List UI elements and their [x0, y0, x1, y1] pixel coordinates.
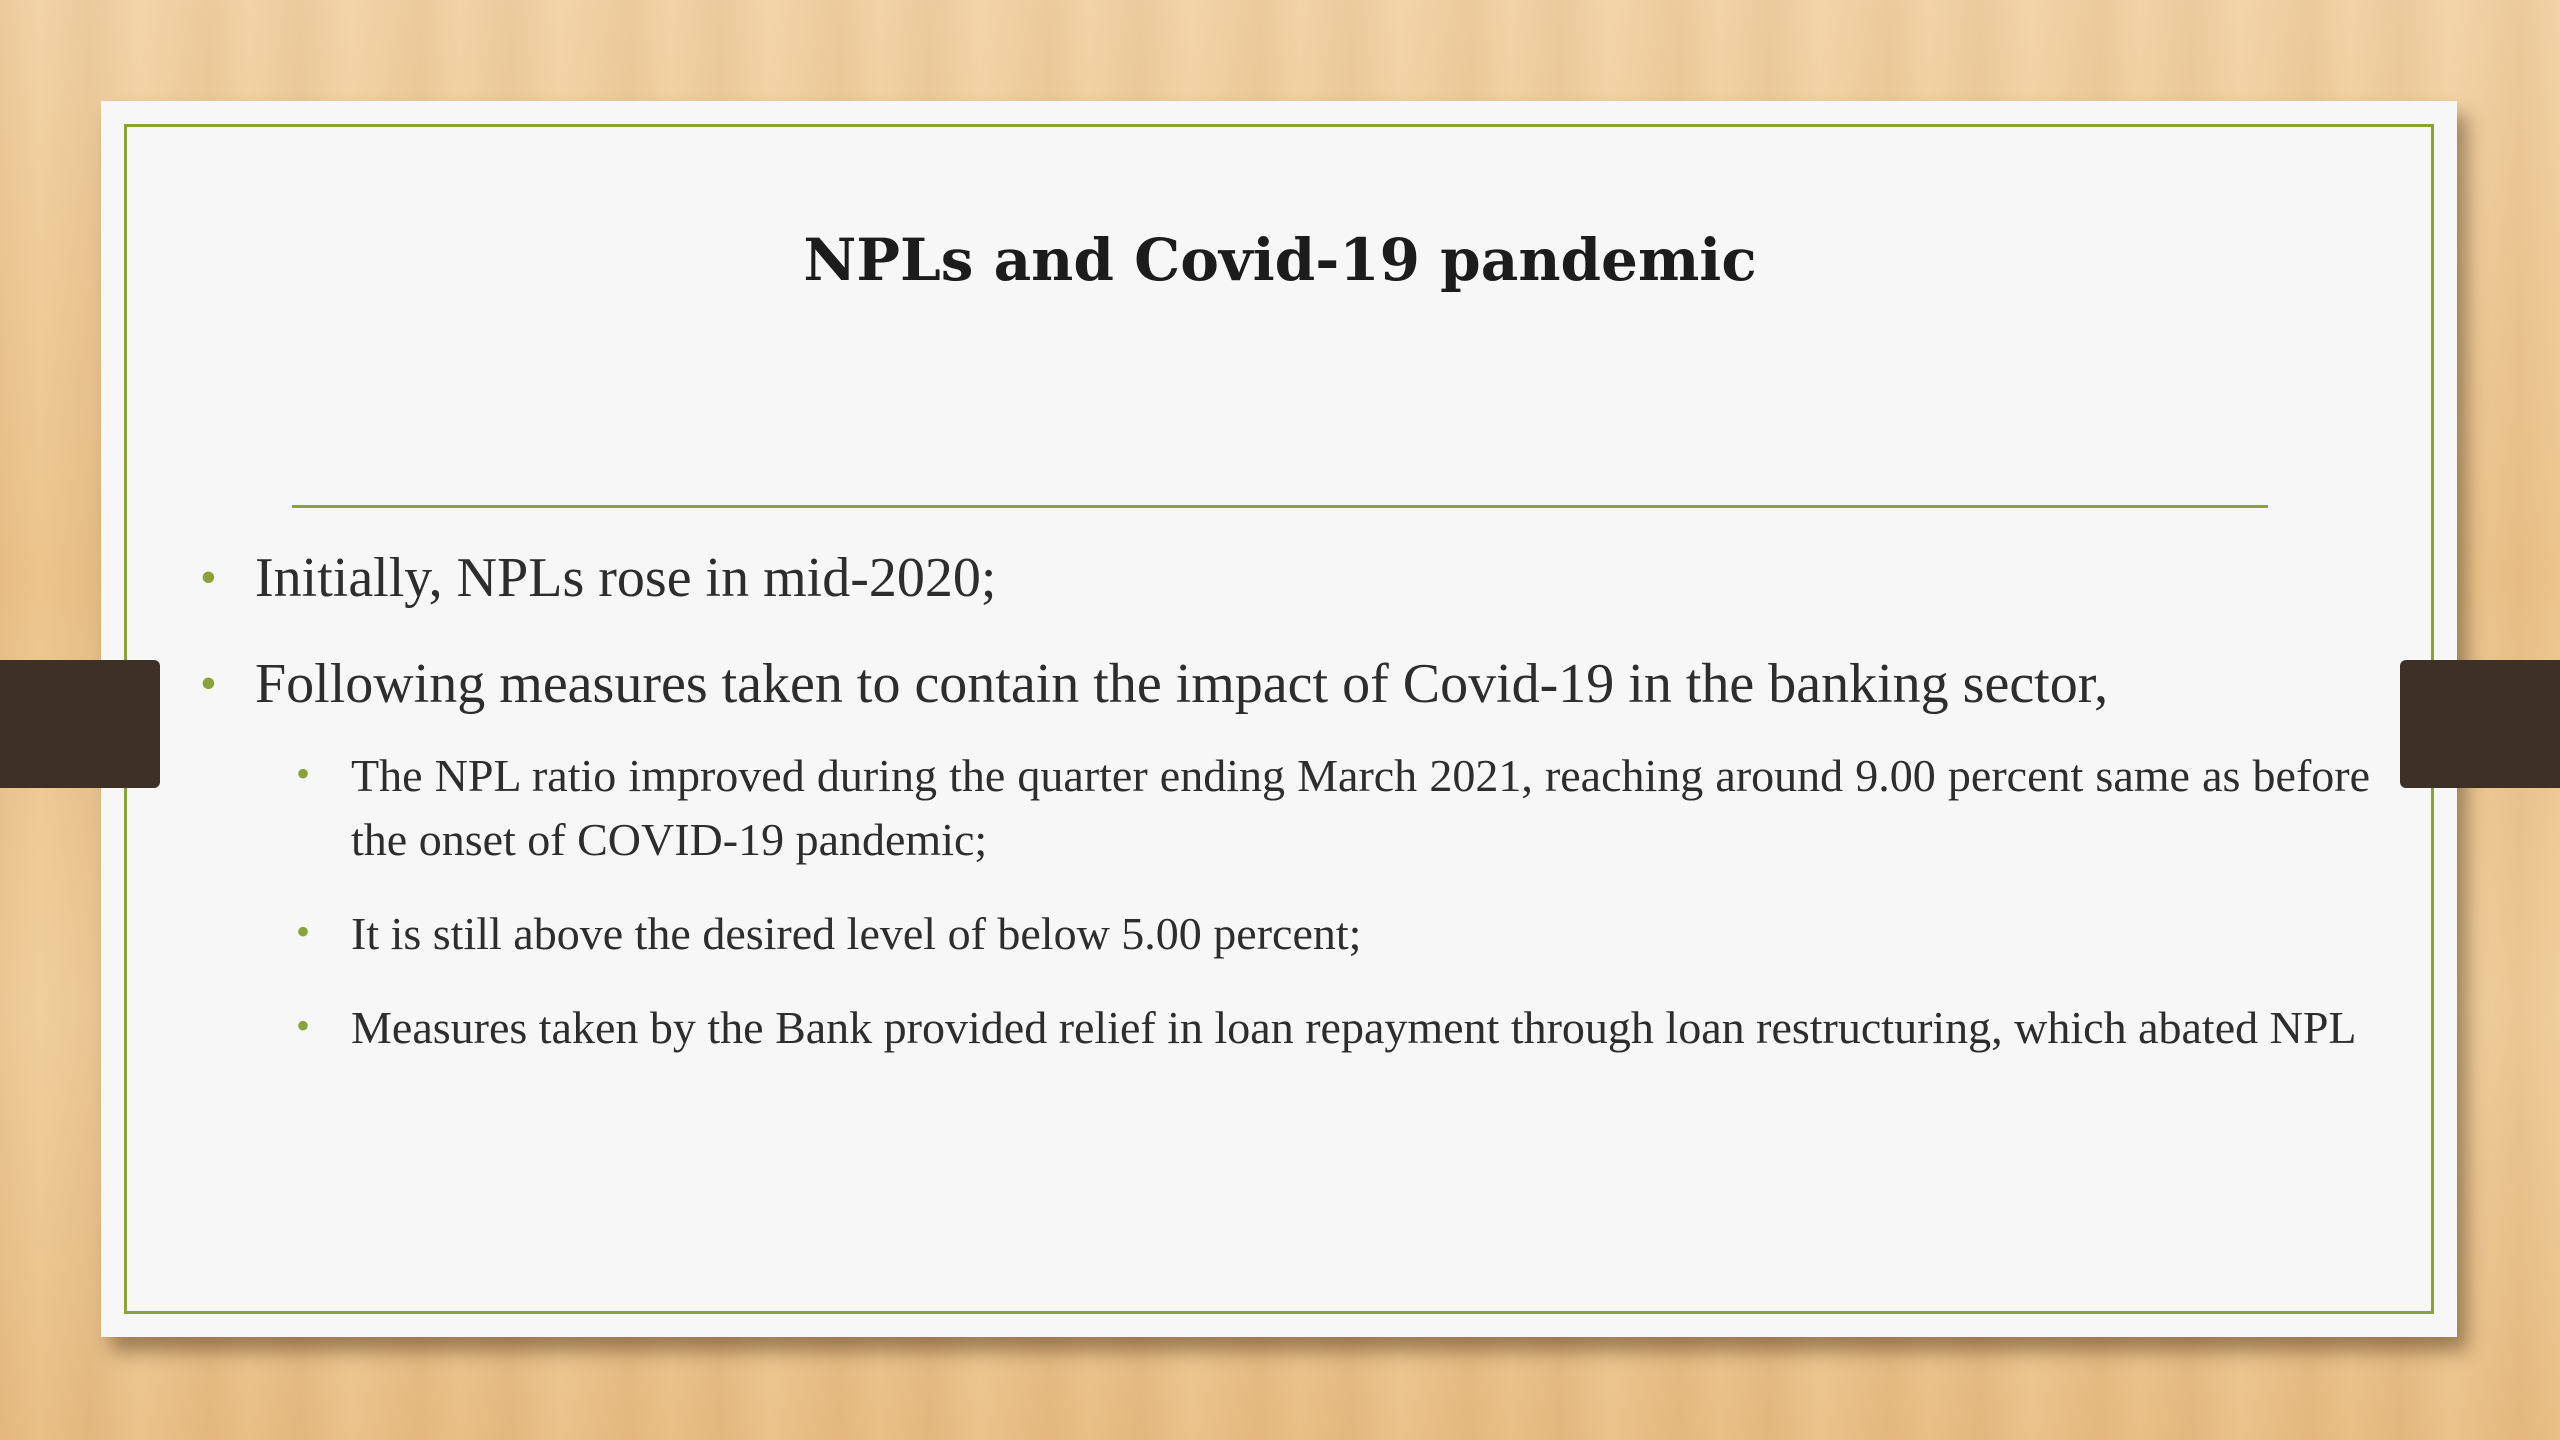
bullet-dot-icon: • — [296, 909, 311, 954]
bullet-dot-icon: • — [200, 657, 217, 710]
bullet-dot-icon: • — [200, 551, 217, 604]
bullet-item — [200, 646, 2370, 722]
sub-bullet-text: Measures taken by the Bank provided relief in loan repayment through loan restructuring, which abated NPL — [351, 1002, 2357, 1053]
sub-bullet-text: The NPL ratio improved during the quarter ending March 2021, reaching around 9.00 percent same as before the onset of COVID-19 pandemic; — [351, 750, 2370, 865]
sub-bullet-item — [296, 902, 2370, 966]
bullet-dot-icon: • — [296, 1003, 311, 1048]
title-divider — [292, 505, 2268, 508]
left-board-clip — [0, 660, 160, 788]
right-board-clip — [2400, 660, 2560, 788]
bullet-text: Initially, NPLs rose in mid-2020; — [255, 547, 997, 609]
sub-bullet-list — [200, 744, 2370, 1060]
sub-bullet-text: It is still above the desired level of below 5.00 percent; — [351, 908, 1362, 959]
sub-bullet-item — [296, 744, 2370, 872]
sub-bullet-item — [296, 996, 2370, 1060]
bullet-item — [200, 540, 2370, 616]
slide-content — [200, 540, 2370, 1090]
bullet-text: Following measures taken to contain the impact of Covid-19 in the banking sector, — [255, 653, 2109, 715]
slide-title: NPLs and Covid-19 pandemic — [803, 226, 1757, 294]
bullet-dot-icon: • — [296, 751, 311, 796]
